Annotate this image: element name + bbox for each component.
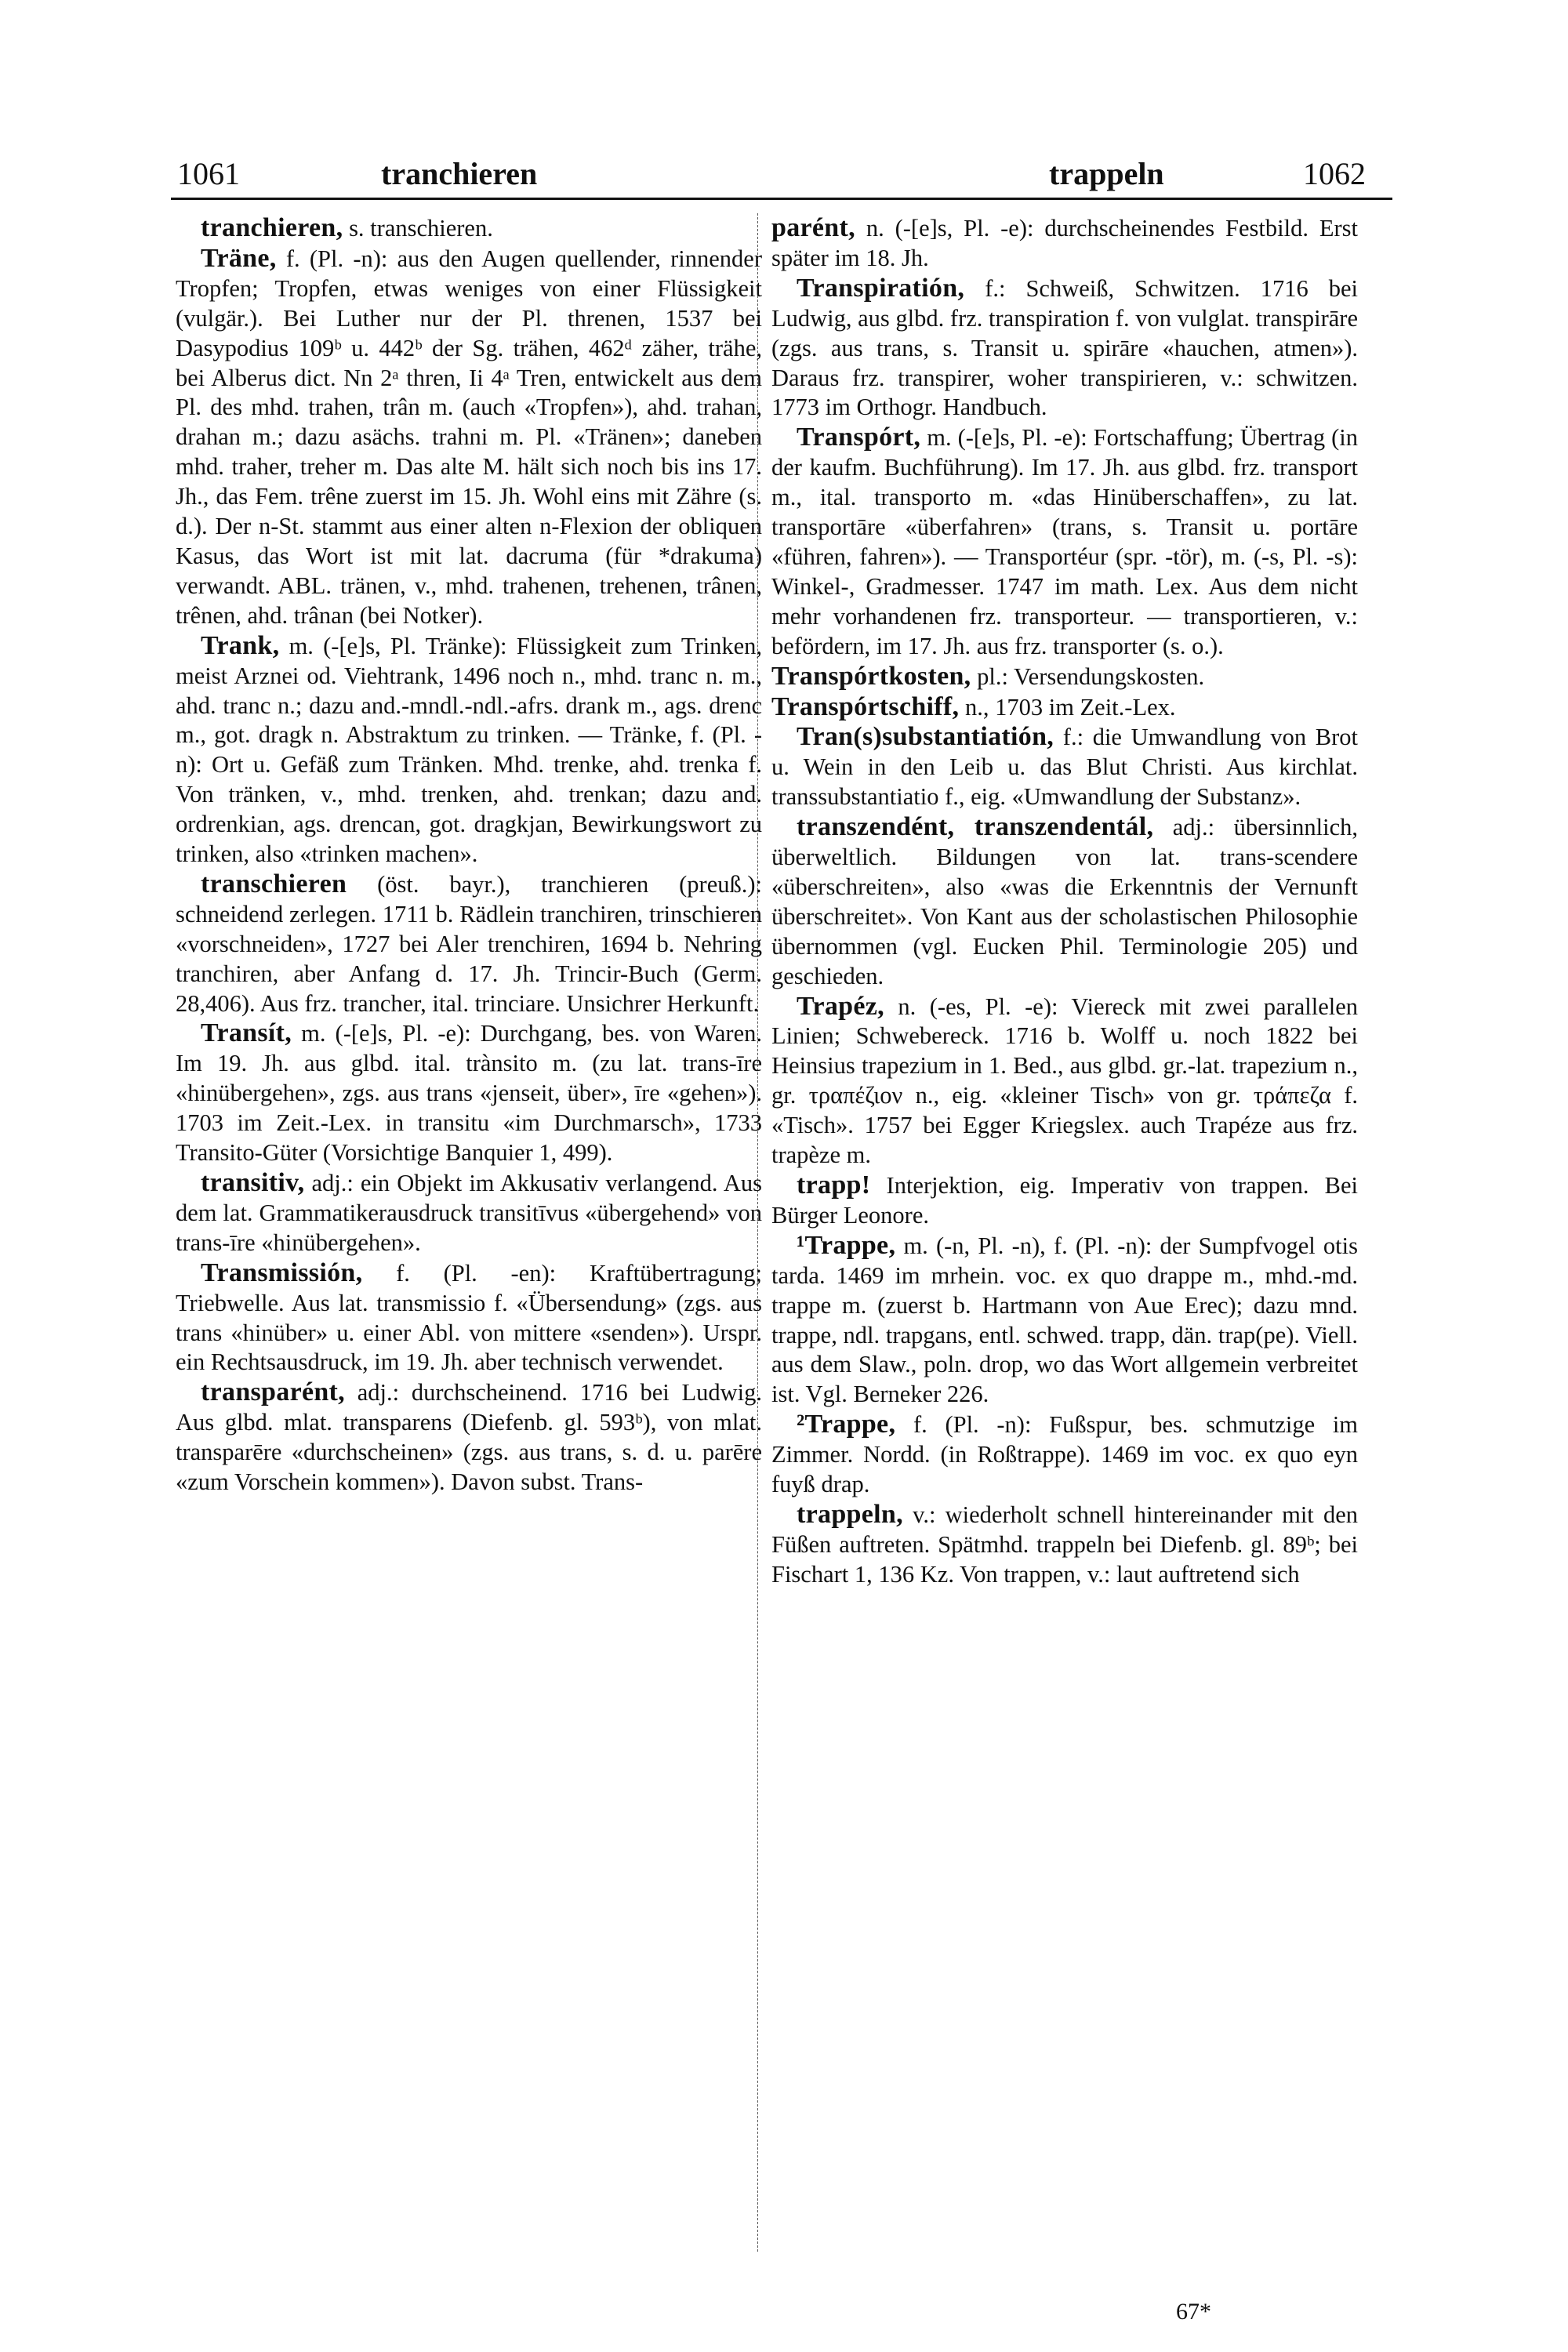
entry-text: adj.: durchscheinend. 1716 bei Ludwig. Aus glbd. mlat. transparens (Diefenb. gl. 593ᵇ), von mlat. transparēre «durchscheinen» (zgs. aus trans, s. d. u. parēre «zum Vorschein kommen»). Davon subst. Trans- [176, 1379, 763, 1496]
entry-text: f. (Pl. -en): Kraftübertragung; Triebwelle. Aus lat. transmissio f. «Übersendung» (zgs. aus trans «hinüber» u. einer Abl. von mittere «senden»). Urspr. ein Rechtsausdruck, im 19. Jh. aber technisch verwendet. [176, 1259, 762, 1376]
entry-text: m. (-[e]s, Pl. Tränke): Flüssigkeit zum Trinken, meist Arznei od. Viehtrank, 1496 noch n., mhd. tranc n. m., ahd. tranc n.; dazu and.-mndl.-ndl.-afrs. drank m., ags. drenc m., got. dragk n. Abstraktum zu trinken. — Tränke, f. (Pl. -n): Ort u. Gefäß zum Tränken. Mhd. trenke, ahd. trenka f. Von tränken, v., mhd. trenken, ahd. trenkan; dazu and. ordrenkian, ags. drencan, got. dragkjan, Bewirkungswort zu trinken, also «trinken machen». [176, 632, 763, 868]
entry [176, 1168, 762, 1258]
lemma: Transmissión, [201, 1258, 363, 1287]
entry [771, 662, 1358, 692]
entry-text: adj.: ein Objekt im Akkusativ verlangend. Aus dem lat. Grammatikerausdruck transitīvus «übergehend» von trans-īre «hinübergehen». [176, 1170, 763, 1256]
page-number-right: 1062 [1303, 156, 1366, 191]
entry [771, 812, 1358, 991]
entry [771, 992, 1358, 1171]
guide-word-right: trappeln [1049, 156, 1164, 191]
lemma: Tran(s)substantiatión, [797, 722, 1054, 752]
entry [176, 1018, 762, 1168]
entry-text: Interjektion, eig. Imperativ von trappen. Bei Bürger Leonore. [771, 1172, 1358, 1229]
lemma: transchieren [201, 869, 347, 898]
signature-mark: 67* [1176, 2299, 1211, 2325]
lemma: Transít, [201, 1018, 292, 1048]
entry [771, 722, 1358, 812]
entry-text: f. (Pl. -n): aus den Augen quellender, rinnender Tropfen; Tropfen, etwas weniges von einer Flüssigkeit (vulgär.). Bei Luther nur der Pl. threnen, 1537 bei Dasypodius 109ᵇ u. 442ᵇ der Sg. trähen, 462ᵈ zäher, trähe, bei Alberus dict. Nn 2ᵃ thren, Ii 4ᵃ Tren, entwickelt aus dem Pl. des mhd. trahen, trân m. (auch «Tropfen»), ahd. trahan, drahan m.; dazu asächs. trahni m. Pl. «Tränen»; daneben mhd. traher, treher m. Das alte M. hält sich noch bis ins 17. Jh., das Fem. trêne zuerst im 15. Jh. Wohl eins mit Zähre (s. d.). Der n-St. stammt aus einer alten n-Flexion der obliquen Kasus, das Wort ist mit lat. dacruma (für *drakuma) verwandt. ABL. tränen, v., mhd. trahenen, trehenen, trânen, trênen, ahd. trânan (bei Notker). [176, 245, 762, 629]
entry [771, 692, 1358, 723]
entry [771, 274, 1358, 423]
entry-text: m. (-[e]s, Pl. -e): Fortschaffung; Übertrag (in der kaufm. Buchführung). Im 17. Jh. aus glbd. frz. transport m., ital. transporto m. «das Hinüberschaffen», zu lat. transportāre «überfahren» (trans, s. Transit u. portāre «führen, fahren»). — Transportéur (spr. -tör), m. (-s, Pl. -s): Winkel-, Gradmesser. 1747 im math. Lex. Aus dem nicht mehr vorhandenen frz. transporteur. — transportieren, v.: befördern, im 17. Jh. aus frz. transporter (s. o.). [771, 424, 1359, 659]
entry [771, 423, 1358, 661]
entry-text: f.: die Umwandlung von Brot u. Wein in den Leib u. das Blut Christi. Aus kirchlat. transsubstantiatio f., eig. «Umwandlung der Substanz». [771, 724, 1359, 811]
lemma: transitiv, [201, 1168, 305, 1197]
entry-text: n., 1703 im Zeit.-Lex. [964, 693, 1176, 720]
lemma: trapp! [797, 1171, 871, 1200]
lemma: trappeln, [797, 1499, 903, 1529]
entry-text: v.: wiederholt schnell hintereinander mit den Füßen auftreten. Spätmhd. trappeln bei Diefenb. gl. 89ᵇ; bei Fischart 1, 136 Kz. Von trappen, v.: laut auftretend sich [771, 1501, 1358, 1588]
entry [771, 1410, 1358, 1500]
entry-text: m. (-n, Pl. -n), f. (Pl. -n): der Sumpfvogel otis tarda. 1469 im mrhein. voc. ex quo drappe m., mhd.-md. trappe m. (zuerst b. Hartmann von Aue Erec); dazu mnd. trappe, ndl. trapgans, entl. schwed. trapp, dän. trap(pe). Viell. aus dem Slaw., poln. drop, wo das Wort allgemein verbreitet ist. Vgl. Berneker 226. [771, 1232, 1358, 1408]
entry-text: s. transchieren. [349, 215, 493, 241]
lemma: ²Trappe, [797, 1410, 896, 1439]
entry-text: f.: Schweiß, Schwitzen. 1716 bei Ludwig, aus glbd. frz. transpiration f. von vulglat. transpirāre (zgs. aus trans, s. Transit u. spirāre «hauchen, atmen»). Daraus frz. transpirer, woher transpirieren, v.: schwitzen. 1773 im Orthogr. Handbuch. [771, 274, 1358, 421]
right-column [771, 213, 1358, 1590]
lemma: Transpórt, [797, 423, 921, 452]
entry [771, 213, 1358, 274]
lemma: Transpórtkosten, [771, 661, 971, 691]
entry [176, 631, 762, 869]
lemma: Trapéz, [797, 991, 884, 1021]
entry [176, 869, 762, 1019]
entry-text: pl.: Versendungskosten. [977, 662, 1205, 690]
entry [176, 1377, 762, 1497]
entry-text: m. (-[e]s, Pl. -e): Durchgang, bes. von Waren. Im 19. Jh. aus glbd. ital. trànsito m. (zu lat. trans-īre «hinübergehen», zgs. aus trans «jenseit, über», īre «gehen»). 1703 im Zeit.-Lex. in transitu «im Durchmarsch», 1733 Transito-Güter (Vorsichtige Banquier 1, 499). [176, 1020, 762, 1167]
header-rule [171, 198, 1392, 200]
entry-text: (öst. bayr.), tranchieren (preuß.): schneidend zerlegen. 1711 b. Rädlein tranchiren, trinschieren «vorschneiden», 1727 bei Aler trenchiren, 1694 b. Nehring tranchiren, aber Anfang d. 17. Jh. Trincir-Buch (Germ. 28,406). Aus frz. trancher, ital. trinciare. Unsichrer Herkunft. [176, 870, 763, 1017]
entry [771, 1231, 1358, 1410]
entry-text: n. (-es, Pl. -e): Viereck mit zwei parallelen Linien; Schwebereck. 1716 b. Wolff u. noch 1822 bei Heinsius trapezium in 1. Bed., aus glbd. gr.-lat. trapezium n., gr. τραπέζιον n., eig. «kleiner Tisch» von gr. τράπεζα f. «Tisch». 1757 bei Egger Kriegslex. auch Trapéze aus frz. trapèze m. [771, 993, 1359, 1169]
running-header [0, 155, 1568, 202]
entry [771, 1171, 1358, 1231]
lemma: parént, [771, 213, 855, 242]
entry [176, 244, 762, 631]
entry [771, 1500, 1358, 1590]
left-column [176, 213, 762, 1497]
lemma: tranchieren, [201, 213, 343, 242]
entry [176, 213, 762, 244]
entry-text: f. (Pl. -n): Fußspur, bes. schmutzige im Zimmer. Nordd. (in Roßtrappe). 1469 im voc. ex quo eyn fuyß drap. [771, 1411, 1359, 1498]
entry [176, 1258, 762, 1378]
entry-text: n. (-[e]s, Pl. -e): durchscheinendes Festbild. Erst später im 18. Jh. [771, 215, 1359, 271]
guide-word-left: tranchieren [381, 156, 538, 191]
page-number-left: 1061 [177, 156, 240, 191]
lemma: Träne, [201, 243, 277, 273]
lemma: Transpiratión, [797, 273, 965, 303]
lemma: ¹Trappe, [797, 1230, 896, 1260]
lemma: transparént, [201, 1377, 345, 1407]
lemma: Trank, [201, 630, 280, 660]
lemma: Transpórtschiff, [771, 691, 960, 721]
entry-text: adj.: übersinnlich, überweltlich. Bildungen von lat. trans-scendere «überschreiten», also «was die Erkenntnis der Vernunft überschreitet». Von Kant aus der scholastischen Philosophie übernommen (vgl. Eucken Phil. Terminologie 205) und geschieden. [771, 814, 1358, 989]
lemma: transzendént, transzendentál, [797, 812, 1154, 842]
